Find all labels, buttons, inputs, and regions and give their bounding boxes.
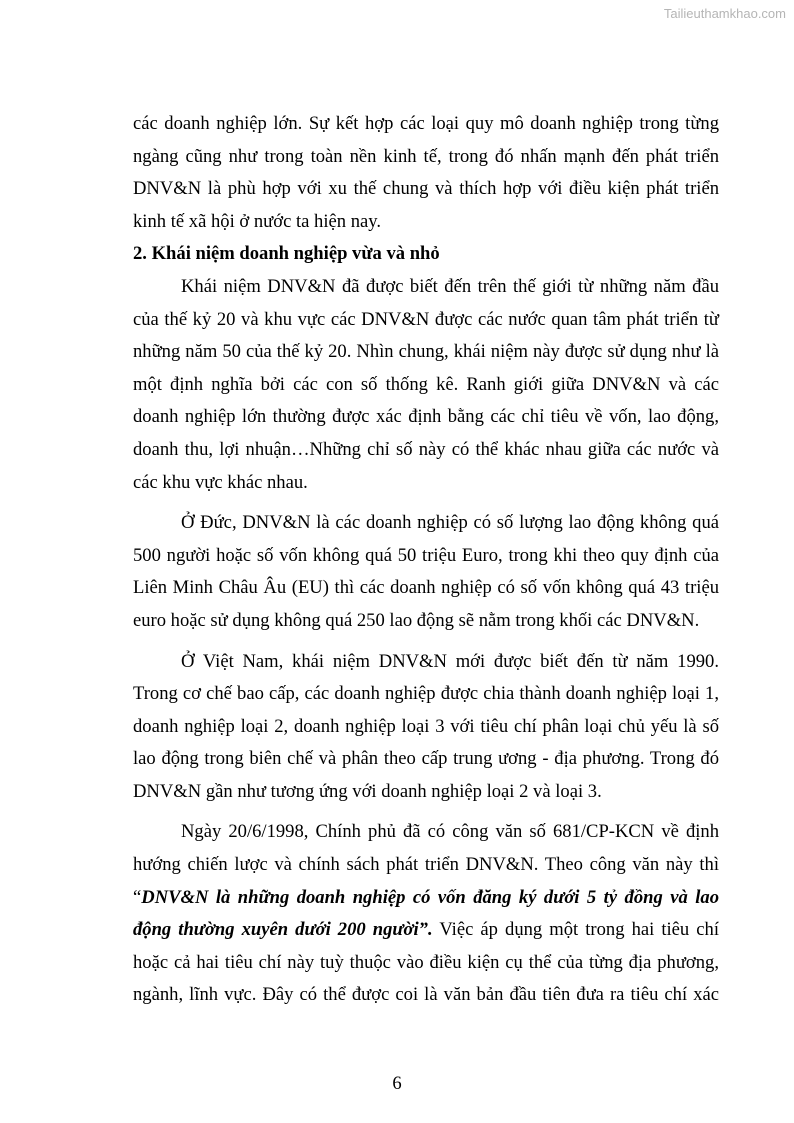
paragraph-2 — [133, 271, 719, 499]
text-line: 500 người hoặc số vốn không quá 50 triệu Euro, trong khi theo quy định của — [133, 544, 719, 566]
text-run: Việc áp dụng một trong hai tiêu chí — [432, 919, 720, 941]
paragraph-1 — [133, 108, 719, 238]
emphasized-definition: DNV&N là những doanh nghiệp có vốn đăng ký dưới 5 tỷ đồng và lao — [141, 886, 719, 908]
watermark: Tailieuthamkhao.com — [663, 6, 786, 21]
text-line: doanh thu, lợi nhuận…Những chỉ số này có thể khác nhau giữa các nước và — [133, 438, 719, 460]
text-line: các khu vực khác nhau. — [133, 471, 308, 493]
text-line — [133, 914, 719, 947]
text-line: lao động trong biên chế và phân theo cấp trung ương - địa phương. Trong đó — [133, 748, 719, 770]
text-line: Ở Đức, DNV&N là các doanh nghiệp có số lượng lao động không quá — [181, 512, 719, 534]
text-line: ngàng cũng như trong toàn nền kinh tế, trong đó nhấn mạnh đến phát triển — [133, 145, 719, 167]
text-line: doanh nghiệp lớn thường được xác định bằng các chỉ tiêu về vốn, lao động, — [133, 406, 719, 428]
text-line: những năm 50 của thế kỷ 20. Nhìn chung, khái niệm này được sử dụng như là — [133, 341, 719, 363]
document-body — [133, 108, 719, 1012]
emphasized-definition-end: động thường xuyên dưới 200 người”. — [133, 919, 433, 941]
text-line: DNV&N là phù hợp với xu thế chung và thích hợp với điều kiện phát triển — [133, 178, 719, 200]
text-line: một định nghĩa bởi các con số thống kê. Ranh giới giữa DNV&N và các — [133, 373, 719, 395]
text-line: Khái niệm DNV&N đã được biết đến trên thế giới từ những năm đầu — [181, 275, 719, 297]
text-line: các doanh nghiệp lớn. Sự kết hợp các loại quy mô doanh nghiệp trong từng — [133, 113, 719, 134]
text-line: euro hoặc sử dụng không quá 250 lao động sẽ nằm trong khối các DNV&N. — [133, 609, 700, 631]
text-line: Ngày 20/6/1998, Chính phủ đã có công văn số 681/CP-KCN về định — [181, 821, 719, 843]
text-line: ngành, lĩnh vực. Đây có thể được coi là văn bản đầu tiên đưa ra tiêu chí xác — [133, 984, 719, 1006]
paragraph-3 — [133, 507, 719, 637]
paragraph-4 — [133, 646, 719, 809]
text-line: Liên Minh Châu Âu (EU) thì các doanh nghiệp có số vốn không quá 43 triệu — [133, 577, 719, 599]
page-number: 6 — [392, 1073, 402, 1094]
section-heading: 2. Khái niệm doanh nghiệp vừa và nhỏ — [133, 243, 440, 265]
paragraph-5 — [133, 816, 719, 1012]
text-line: Ở Việt Nam, khái niệm DNV&N mới được biết đến từ năm 1990. — [181, 650, 719, 672]
text-line: hoặc cả hai tiêu chí này tuỳ thuộc vào điều kiện cụ thể của từng địa phương, — [133, 951, 719, 973]
text-line: DNV&N gần như tương ứng với doanh nghiệp loại 2 và loại 3. — [133, 780, 602, 802]
text-line: Trong cơ chế bao cấp, các doanh nghiệp được chia thành doanh nghiệp loại 1, — [133, 683, 719, 705]
text-line: doanh nghiệp loại 2, doanh nghiệp loại 3 với tiêu chí phân loại chủ yếu là số — [133, 715, 719, 737]
quote-mark: “ — [133, 886, 142, 908]
text-line: kinh tế xã hội ở nước ta hiện nay. — [133, 210, 381, 232]
text-line: hướng chiến lược và chính sách phát triển DNV&N. Theo công văn này thì — [133, 854, 719, 876]
text-line: của thế kỷ 20 và khu vực các DNV&N được các nước quan tâm phát triển từ — [133, 308, 719, 330]
text-line — [133, 882, 719, 915]
